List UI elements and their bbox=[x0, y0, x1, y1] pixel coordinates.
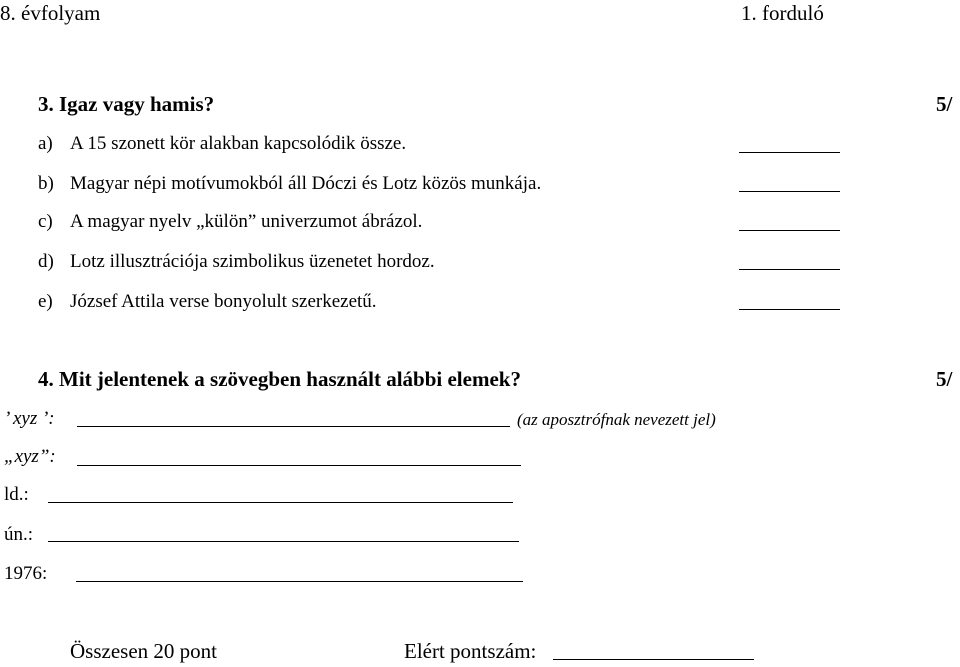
q3-item-a-text: A 15 szonett kör alakban kapcsolódik össze. bbox=[70, 133, 407, 154]
q3-item-e-text: József Attila verse bonyolult szerkezetű. bbox=[70, 291, 377, 312]
q4-item-apostrophe-answer-blank[interactable] bbox=[77, 426, 510, 427]
q3-item-e-letter: e) bbox=[38, 291, 53, 312]
q4-item-ld-label: ld.: bbox=[4, 484, 29, 505]
q4-item-1976-answer-blank[interactable] bbox=[76, 581, 523, 582]
q3-item-c-text: A magyar nyelv „külön” univerzumot ábrázol. bbox=[70, 211, 423, 232]
achieved-points-blank[interactable] bbox=[553, 659, 754, 660]
q3-item-a-letter: a) bbox=[38, 133, 53, 154]
q3-item-b-letter: b) bbox=[38, 173, 54, 194]
q4-item-1976-label: 1976: bbox=[4, 563, 48, 584]
q3-item-a-answer-blank[interactable] bbox=[739, 152, 840, 153]
q4-item-un-label: ún.: bbox=[4, 524, 34, 545]
q3-points: 5/ bbox=[936, 92, 953, 116]
q4-item-un-answer-blank[interactable] bbox=[48, 541, 519, 542]
q4-item-apostrophe-label: ’ xyz ’: bbox=[4, 408, 55, 429]
q3-item-c-answer-blank[interactable] bbox=[739, 230, 840, 231]
q3-item-b-answer-blank[interactable] bbox=[739, 191, 840, 192]
q3-item-d-letter: d) bbox=[38, 251, 54, 272]
grade-header: 8. évfolyam bbox=[0, 1, 101, 25]
q4-title: 4. Mit jelentenek a szövegben használt alábbi elemek? bbox=[38, 367, 521, 391]
achieved-points-label: Elért pontszám: bbox=[404, 639, 537, 663]
q4-item-apostrophe-note: (az aposztrófnak nevezett jel) bbox=[517, 410, 716, 429]
q3-item-d-text: Lotz illusztrációja szimbolikus üzenetet hordoz. bbox=[70, 251, 435, 272]
q3-title: 3. Igaz vagy hamis? bbox=[38, 92, 215, 116]
q3-item-c-letter: c) bbox=[38, 211, 53, 232]
q3-item-d-answer-blank[interactable] bbox=[739, 269, 840, 270]
q4-item-quote-label: „xyz”: bbox=[4, 446, 56, 467]
q4-points: 5/ bbox=[936, 367, 953, 391]
q4-item-ld-answer-blank[interactable] bbox=[48, 502, 513, 503]
total-points-label: Összesen 20 pont bbox=[70, 639, 217, 663]
q3-item-b-text: Magyar népi motívumokból áll Dóczi és Lotz közös munkája. bbox=[70, 173, 542, 194]
q4-item-quote-answer-blank[interactable] bbox=[77, 465, 521, 466]
round-header: 1. forduló bbox=[741, 1, 824, 25]
q3-item-e-answer-blank[interactable] bbox=[739, 309, 840, 310]
